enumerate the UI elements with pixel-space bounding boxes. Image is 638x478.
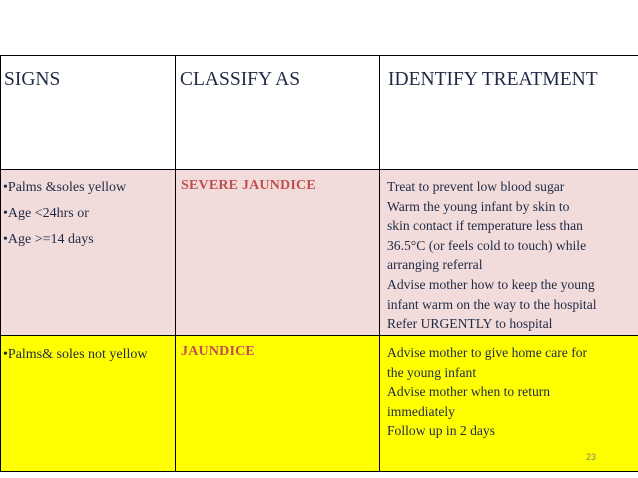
classification-table [0,55,638,472]
signs-cell [1,170,176,336]
treatment-line: Advise mother to give home care for [387,345,588,360]
treatment-line: infant warm on the way to the hospital [387,296,597,312]
treatment-text [380,336,638,441]
treatment-line: Warm the young infant by skin to [387,198,570,214]
header-cell-signs [1,56,176,170]
header-classify-as: CLASSIFY AS [180,69,301,90]
treatment-line: arranging referral [387,257,483,273]
page-number: 23 [585,452,596,462]
treatment-line: Follow up in 2 days [387,423,495,439]
signs-cell [1,336,176,472]
signs-list [1,170,175,253]
classification-label: SEVERE JAUNDICE [181,178,316,193]
treatment-line: immediately [387,403,455,419]
sign-item: •Palms& soles not yellow [3,347,148,362]
treatment-line: 36.5°C (or feels cold to touch) while [387,237,587,253]
sign-item: •Palms &soles yellow [3,180,127,195]
table-header-row [1,56,638,170]
table-row-severe-jaundice [1,170,638,336]
treatment-line: Treat to prevent low blood sugar [387,179,565,194]
classification-cell [176,336,380,472]
signs-list [1,336,175,364]
treatment-line: Refer URGENTLY to hospital [387,316,553,332]
header-cell-treatment [380,56,638,170]
treatment-line: the young infant [387,364,477,380]
sign-item: •Age >=14 days [3,232,94,247]
sign-item: •Age <24hrs or [3,206,89,221]
treatment-text [380,170,638,334]
classification-cell [176,170,380,336]
treatment-line: Advise mother when to return [387,384,551,400]
classification-label: JAUNDICE [181,344,255,359]
treatment-cell [380,336,638,472]
table-row-jaundice [1,336,638,472]
treatment-cell [380,170,638,336]
header-cell-classify [176,56,380,170]
header-signs: SIGNS [4,69,61,90]
treatment-line: Advise mother how to keep the young [387,276,595,292]
treatment-line: skin contact if temperature less than [387,218,583,234]
header-identify-treatment: IDENTIFY TREATMENT [388,69,598,90]
